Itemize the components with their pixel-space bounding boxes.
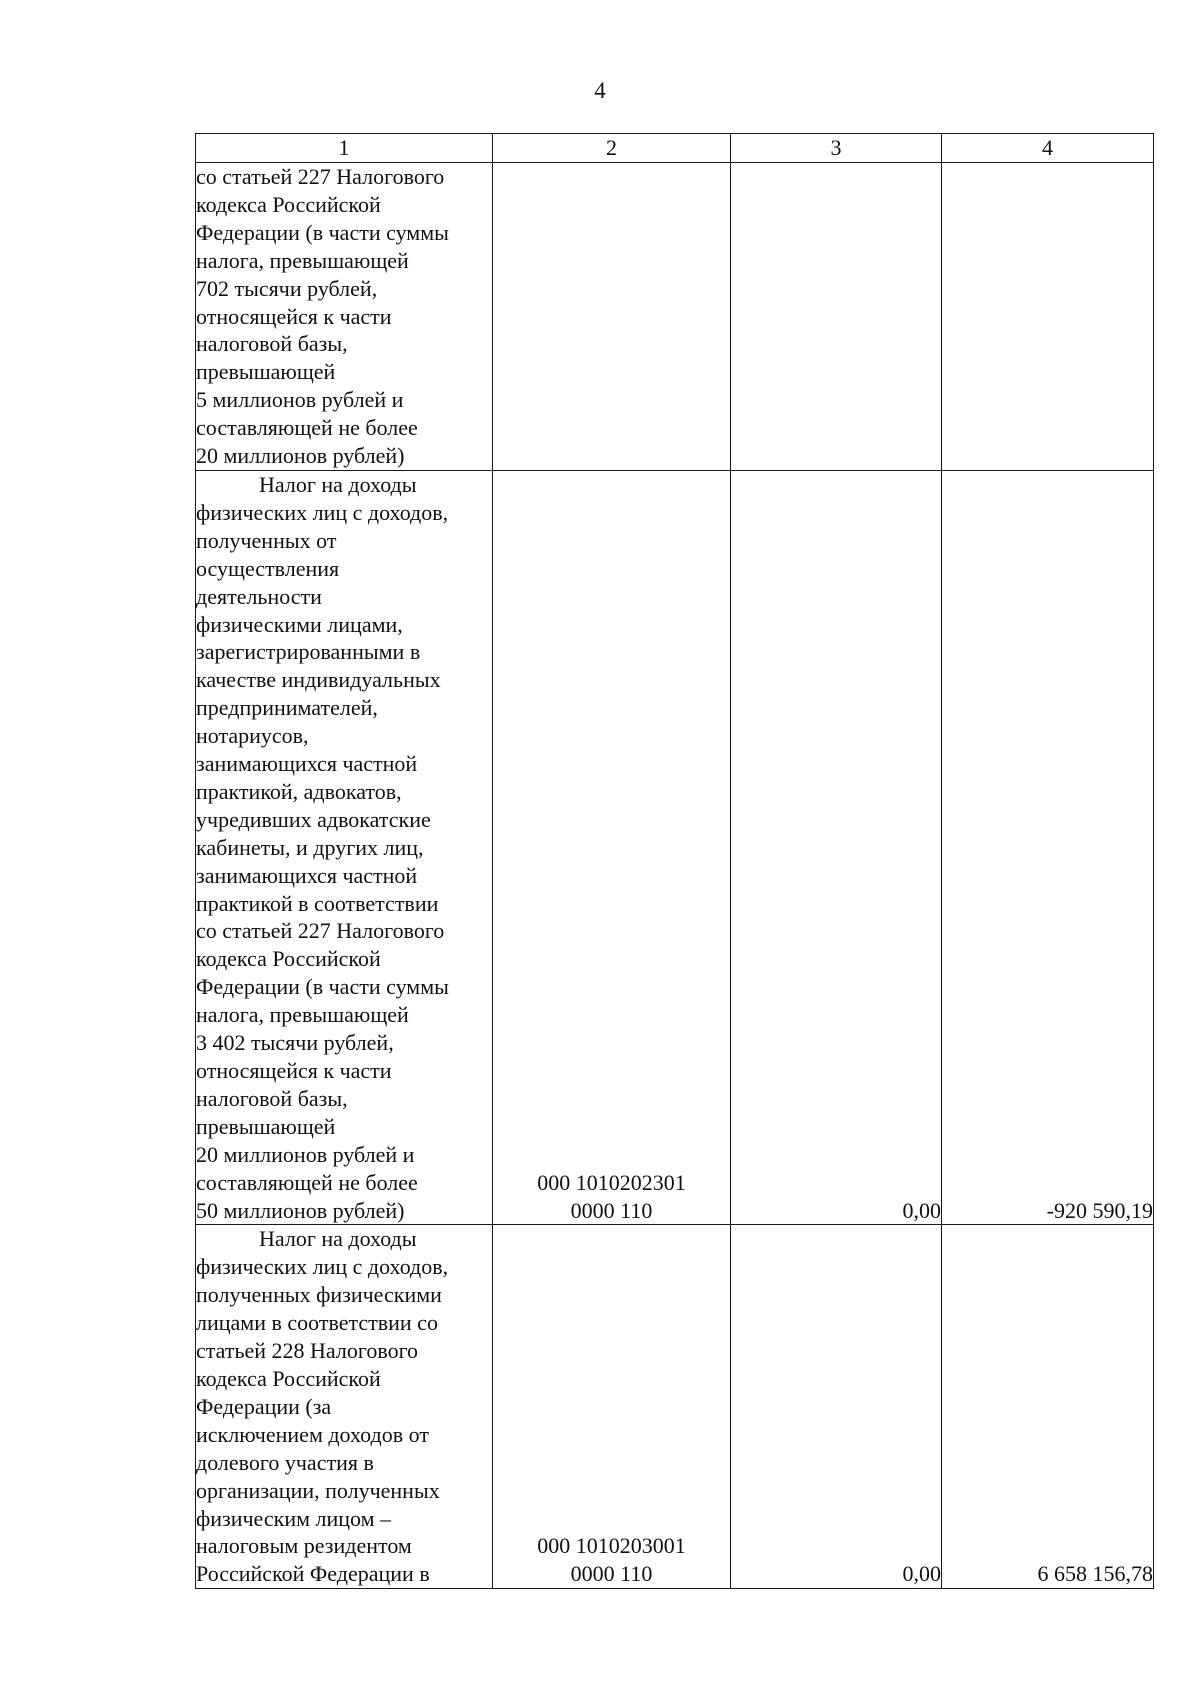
row-col4-value: [942, 163, 1154, 471]
revenue-table: [195, 133, 1154, 1589]
description-line: осуществления: [196, 555, 340, 581]
description-line: 20 миллионов рублей): [196, 443, 405, 469]
description-line: занимающихся частной: [196, 751, 418, 777]
description-line: кодекса Российской: [196, 191, 381, 217]
description-line: деятельности: [196, 583, 322, 609]
description-line: 50 миллионов рублей): [196, 1197, 405, 1223]
description-line: учредивших адвокатские: [196, 806, 431, 832]
description-line: физических лиц с доходов,: [196, 1254, 449, 1280]
description-line: 702 тысячи рублей,: [196, 275, 378, 301]
description-line: относящейся к части: [196, 1058, 392, 1083]
budget-code-line: 000 1010203001: [537, 1533, 686, 1559]
description-line: зарегистрированными в: [196, 639, 421, 665]
table-row: [196, 163, 1154, 471]
description-line: Федерации (в части суммы: [196, 974, 449, 1000]
description-line: физическими лицами,: [196, 611, 403, 637]
page-number: 4: [594, 78, 606, 103]
column-header-1: 1: [196, 134, 493, 163]
description-line: полученных от: [196, 527, 337, 553]
description-line: исключением доходов от: [196, 1421, 429, 1447]
description-line: Федерации (в части суммы: [196, 219, 449, 245]
row-col3-value: 0,00: [731, 1225, 942, 1589]
budget-code-line: 0000 110: [570, 1561, 653, 1587]
row-description: [196, 1225, 493, 1589]
description-line: налоговой базы,: [196, 331, 348, 357]
description-line: практикой, адвокатов,: [196, 778, 402, 804]
description-line: 5 миллионов рублей и: [196, 387, 404, 413]
description-line: долевого участия в: [196, 1449, 374, 1475]
row-description: [196, 163, 493, 471]
description-line: физических лиц с доходов,: [196, 499, 449, 525]
row-description: [196, 470, 493, 1224]
description-line: кабинеты, и других лиц,: [196, 834, 424, 860]
description-line: кодекса Российской: [196, 1365, 381, 1391]
description-line: занимающихся частной: [196, 862, 418, 888]
row-col4-value: 6 658 156,78: [942, 1225, 1154, 1589]
description-line: Налог на доходы: [259, 1226, 417, 1252]
description-line: предпринимателей,: [196, 695, 378, 721]
description-line: со статьей 227 Налогового: [196, 918, 445, 944]
table-row: [196, 470, 1154, 1224]
description-line: Налог на доходы: [259, 471, 417, 497]
description-line: налоговой базы,: [196, 1085, 348, 1111]
description-line: составляющей не более: [196, 1169, 418, 1195]
description-line: кодекса Российской: [196, 946, 381, 972]
description-line: статьей 228 Налогового: [196, 1338, 419, 1364]
description-line: превышающей: [196, 1113, 336, 1139]
row-code: [493, 470, 731, 1224]
column-header-4: 4: [942, 134, 1154, 163]
description-line: налога, превышающей: [196, 247, 409, 273]
description-line: Российской Федерации в: [196, 1561, 430, 1587]
description-line: организации, полученных: [196, 1477, 440, 1503]
budget-code-line: 000 1010202301: [537, 1169, 686, 1195]
row-col3-value: [731, 163, 942, 471]
description-line: нотариусов,: [196, 723, 309, 749]
description-line: Федерации (за: [196, 1393, 332, 1419]
row-code: [493, 163, 731, 471]
description-line: налоговым резидентом: [196, 1533, 412, 1559]
table-row: [196, 1225, 1154, 1589]
column-header-2: 2: [493, 134, 731, 163]
description-line: качестве индивидуальных: [196, 667, 441, 693]
description-line: практикой в соответствии: [196, 890, 439, 916]
column-header-3: 3: [731, 134, 942, 163]
description-line: физическим лицом –: [196, 1505, 392, 1531]
description-line: составляющей не более: [196, 415, 418, 441]
description-line: полученных физическими: [196, 1282, 442, 1308]
description-line: со статьей 227 Налогового: [196, 164, 445, 189]
description-line: лицами в соответствии со: [196, 1310, 438, 1336]
description-line: относящейся к части: [196, 303, 392, 329]
description-line: превышающей: [196, 359, 336, 385]
description-line: 20 миллионов рублей и: [196, 1141, 415, 1167]
table-header-row: [196, 134, 1154, 163]
row-col4-value: -920 590,19: [942, 470, 1154, 1224]
row-col3-value: 0,00: [731, 470, 942, 1224]
row-code: [493, 1225, 731, 1589]
description-line: 3 402 тысячи рублей,: [196, 1030, 394, 1056]
description-line: налога, превышающей: [196, 1002, 409, 1028]
budget-code-line: 0000 110: [570, 1197, 653, 1223]
